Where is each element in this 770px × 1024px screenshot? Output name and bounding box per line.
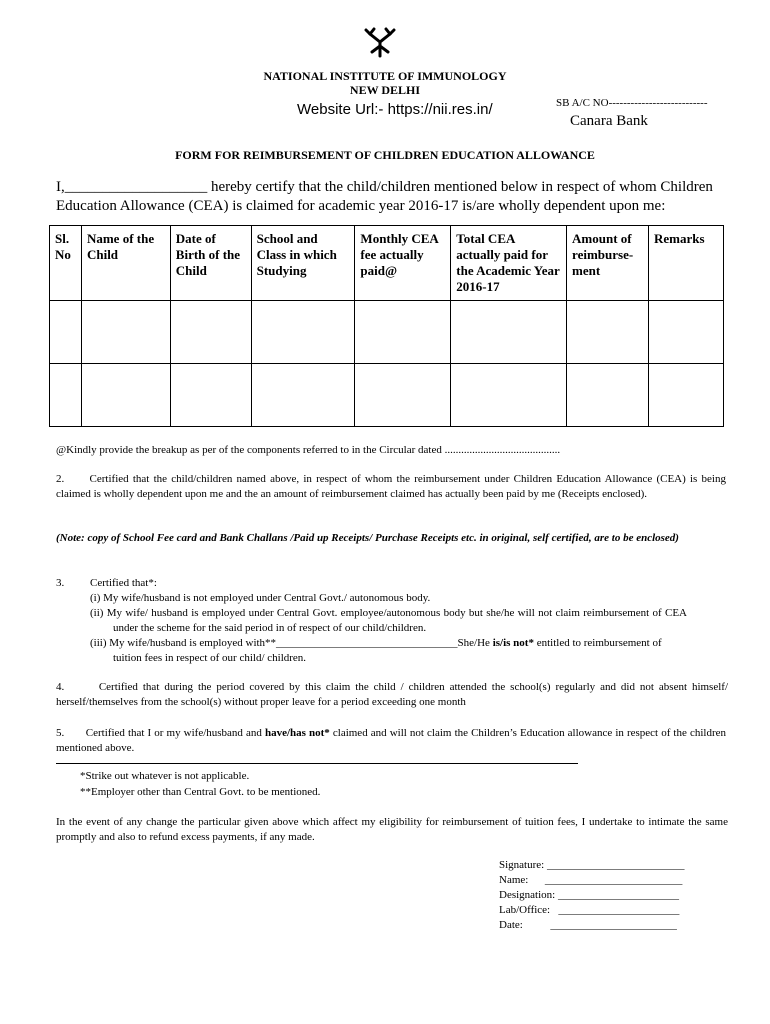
form-title: FORM FOR REIMBURSEMENT OF CHILDREN EDUCATION ALLOWANCE — [175, 148, 595, 162]
institute-logo-icon — [364, 26, 396, 58]
table-cell[interactable] — [355, 364, 451, 427]
paragraph-2: 2. Certified that the child/children named above, in respect of whom the reimbursement under Children Education Allowance (CEA) is being claimed is wholly dependent upon me and the an amount of reimbursement claimed has actually been paid by me (Receipts enclosed). — [56, 473, 729, 500]
lab-office-field[interactable]: Lab/Office: ______________________ — [499, 904, 680, 916]
col-header-school-class: School and Class in which Studying — [251, 226, 355, 301]
table-cell[interactable] — [649, 301, 724, 364]
paragraph-5-tail: claimed and will not claim the Children’s Education allowance in respect of the children mentioned above. — [56, 727, 729, 754]
table-header-row — [50, 226, 724, 301]
table-cell[interactable] — [50, 364, 82, 427]
date-field[interactable]: Date: _______________________ — [499, 919, 677, 931]
paragraph-5 — [56, 726, 729, 756]
paragraph-5-text: 5. Certified that I or my wife/husband and — [56, 727, 265, 739]
table-row — [50, 301, 724, 364]
paragraph-3-item-3 — [90, 636, 687, 666]
paragraph-3-lead: Certified that*: — [90, 577, 157, 589]
table-cell[interactable] — [81, 364, 170, 427]
table-cell[interactable] — [649, 364, 724, 427]
col-header-monthly-fee: Monthly CEA fee actually paid@ — [355, 226, 451, 301]
col-header-sl-no: Sl. No — [50, 226, 82, 301]
item-3-text: (iii) My wife/husband is employed with**_________________________________She/He — [90, 637, 493, 649]
table-cell[interactable] — [355, 301, 451, 364]
col-header-remarks: Remarks — [649, 226, 724, 301]
table-cell[interactable] — [451, 364, 567, 427]
col-header-amount: Amount of reimburse-ment — [567, 226, 649, 301]
footnote-strike-out: *Strike out whatever is not applicable. — [80, 770, 250, 782]
org-city: NEW DELHI — [349, 83, 421, 97]
item-3-tail: entitled to reimbursement of tuition fees in respect of our child/ children. — [113, 637, 662, 664]
table-cell[interactable] — [251, 364, 355, 427]
paragraph-5-emphasis: have/has not* — [264, 727, 330, 739]
table-cell[interactable] — [170, 301, 251, 364]
certification-statement: I,___________________ hereby certify that the child/children mentioned below in respect of whom Children Education Allowance (CEA) is claimed for academic year 2016-17 is/are wholly dependent upon me: — [56, 179, 713, 214]
col-header-child-name: Name of the Child — [81, 226, 170, 301]
children-table — [49, 225, 724, 427]
designation-field[interactable]: Designation: ______________________ — [499, 889, 679, 901]
table-cell[interactable] — [50, 301, 82, 364]
circular-note: @Kindly provide the breakup as per of the components referred to in the Circular dated .......................................... — [56, 444, 561, 456]
table-cell[interactable] — [251, 301, 355, 364]
website-url[interactable]: Website Url:- https://nii.res.in/ — [297, 101, 493, 118]
org-name: NATIONAL INSTITUTE OF IMMUNOLOGY — [263, 69, 507, 83]
table-cell[interactable] — [567, 301, 649, 364]
paragraph-3-item-1: (i) My wife/husband is not employed under Central Govt./ autonomous body. — [90, 592, 431, 604]
paragraph-3-number: 3. — [56, 577, 65, 589]
table-cell[interactable] — [81, 301, 170, 364]
bank-name: Canara Bank — [570, 113, 648, 129]
table-cell[interactable] — [451, 301, 567, 364]
divider-line — [56, 763, 578, 764]
undertaking-text: In the event of any change the particular given above which affect my eligibility for reimbursement of tuition fees, I undertake to intimate the same promptly and also to refund excess payments, if any made. — [56, 816, 728, 843]
signature-block — [499, 858, 684, 933]
col-header-dob: Date of Birth of the Child — [170, 226, 251, 301]
enclosure-note: (Note: copy of School Fee card and Bank Challans /Paid up Receipts/ Purchase Receipts etc. in original, self certified, are to be enclosed) — [56, 532, 679, 544]
table-cell[interactable] — [170, 364, 251, 427]
footnote-employer: **Employer other than Central Govt. to be mentioned. — [80, 786, 321, 798]
col-header-total-cea: Total CEA actually paid for the Academic Year 2016-17 — [451, 226, 567, 301]
signature-field[interactable]: Signature: _________________________ — [499, 859, 685, 871]
table-row — [50, 364, 724, 427]
paragraph-3-item-2: (ii) My wife/ husband is employed under Central Govt. employee/autonomous body but she/he will not claim reimbursement of CEA under the scheme for the said period in of respect of our child/children. — [90, 607, 687, 634]
table-cell[interactable] — [567, 364, 649, 427]
paragraph-4: 4. Certified that during the period covered by this claim the child / children attended the school(s) regularly and did not absent himself/ herself/themselves from the school(s) without proper leave for a period exceeding one month — [56, 681, 731, 708]
sb-account-field[interactable]: SB A/C NO--------------------------- — [556, 97, 708, 109]
name-field[interactable]: Name: _________________________ — [499, 874, 683, 886]
item-3-emphasis: is/is not* — [492, 637, 534, 649]
